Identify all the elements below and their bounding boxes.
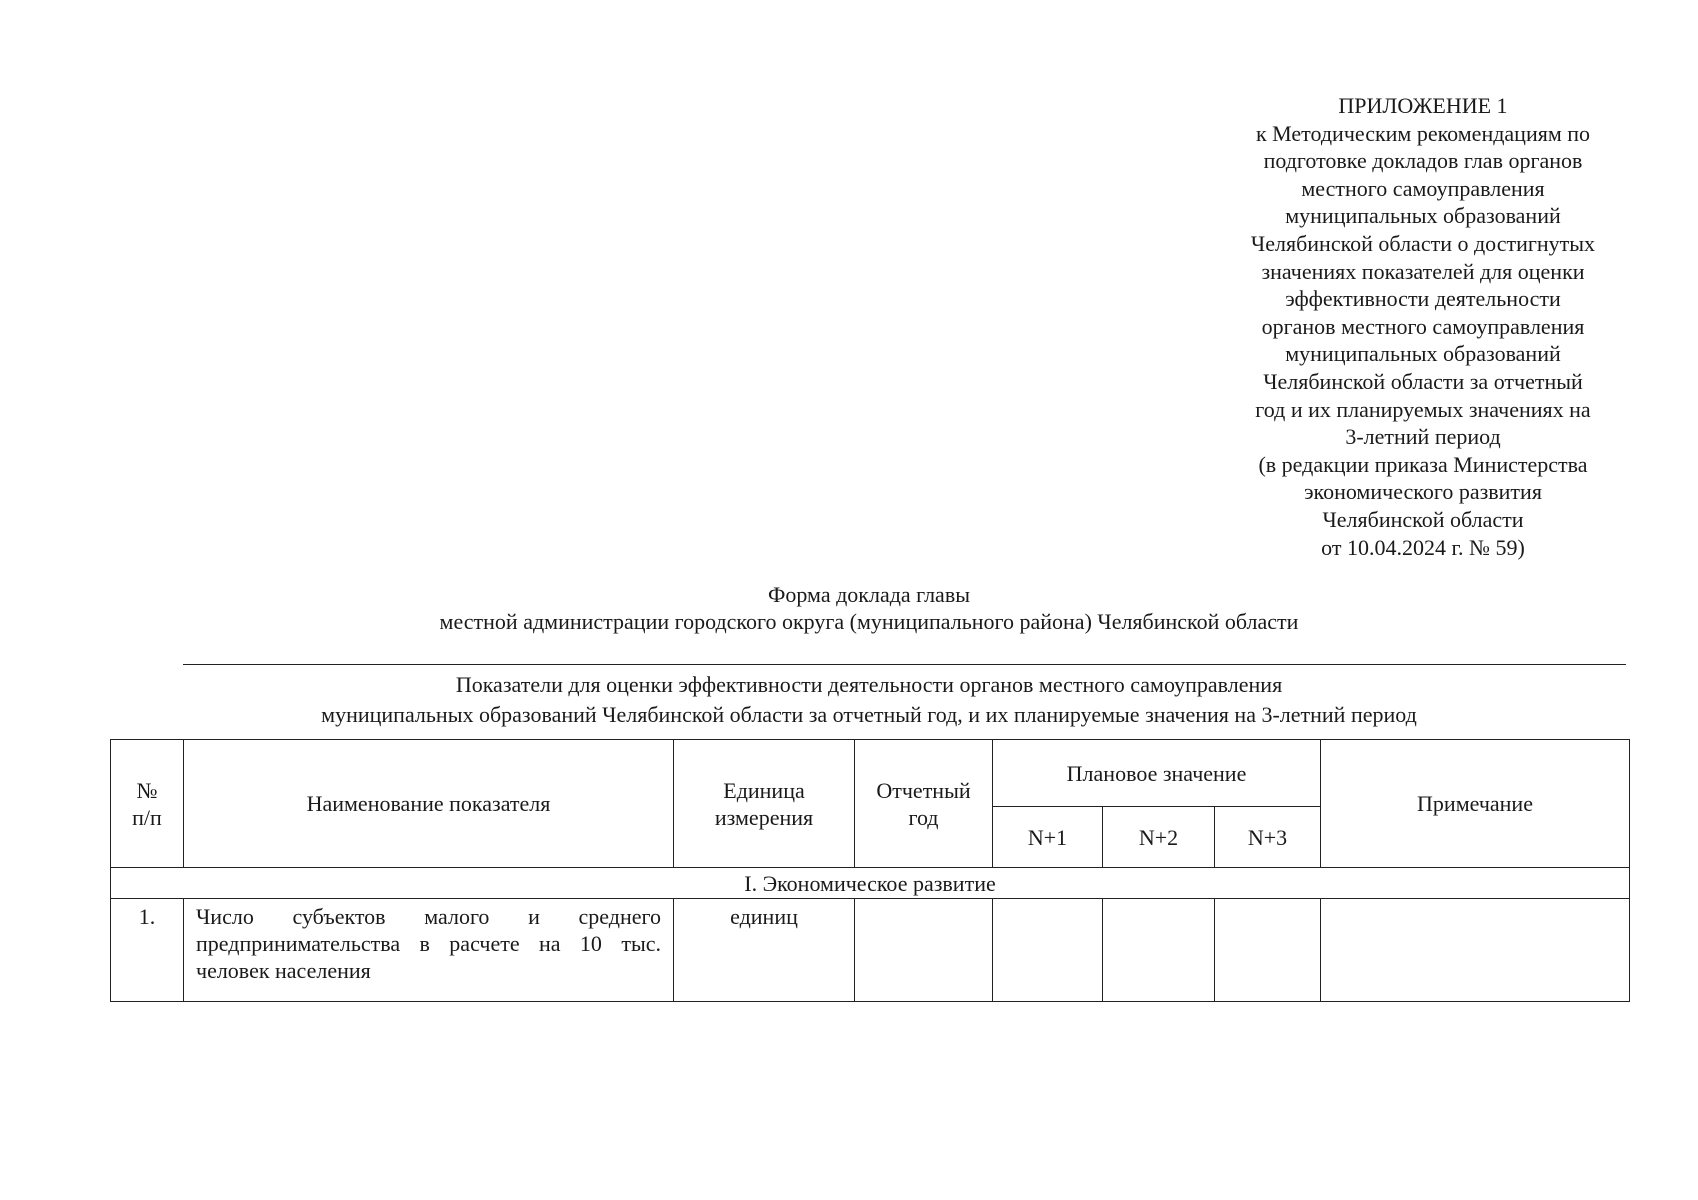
- cell-num: 1.: [111, 899, 184, 1002]
- appendix-line: 3-летний период: [1345, 424, 1501, 450]
- appendix-line: местного самоуправления: [1301, 175, 1545, 201]
- appendix-line: год и их планируемых значениях на: [1255, 396, 1591, 422]
- indicators-title-line-1: Показатели для оценки эффективности деятельности органов местного самоуправления: [455, 672, 1283, 697]
- appendix-line: к Методическим рекомендациям по: [1255, 120, 1591, 146]
- appendix-line: от 10.04.2024 г. № 59): [1321, 534, 1525, 560]
- appendix-line: муниципальных образований: [1285, 341, 1561, 367]
- appendix-line: муниципальных образований: [1285, 203, 1561, 229]
- form-title: [0, 581, 1698, 635]
- indicators-title: [0, 670, 1698, 730]
- table-row: [111, 899, 1630, 1002]
- header-year-label: Отчетный год: [876, 777, 971, 830]
- cell-year: [855, 899, 993, 1002]
- appendix-line: (в редакции приказа Министерства: [1258, 451, 1588, 477]
- form-title-line-2: местной администрации городского округа (муниципального района) Челябинской области: [439, 609, 1299, 634]
- form-title-line-1: Форма доклада главы: [768, 582, 970, 607]
- cell-name: Число субъектов малого и среднего предпринимательства в расчете на 10 тыс. человек населения: [184, 899, 674, 1002]
- header-unit-label: Единица измерения: [714, 777, 814, 830]
- table-header-row: [111, 740, 1630, 807]
- section-row: [111, 868, 1630, 899]
- appendix-header: [1208, 92, 1638, 561]
- header-n1: N+1: [993, 807, 1103, 868]
- cell-n1: [993, 899, 1103, 1002]
- cell-unit: единиц: [674, 899, 855, 1002]
- appendix-line: Челябинской области: [1322, 506, 1524, 532]
- appendix-line: ПРИЛОЖЕНИЕ 1: [1338, 93, 1508, 118]
- cell-n2: [1103, 899, 1215, 1002]
- indicators-title-line-2: муниципальных образований Челябинской области за отчетный год, и их планируемые значения на 3-летний период: [321, 702, 1417, 727]
- header-n2: N+2: [1103, 807, 1215, 868]
- header-year: [855, 740, 993, 868]
- header-unit: [674, 740, 855, 868]
- horizontal-rule: [183, 664, 1626, 665]
- appendix-line: подготовке докладов глав органов: [1263, 148, 1583, 174]
- cell-n3: [1215, 899, 1321, 1002]
- appendix-line: органов местного самоуправления: [1261, 313, 1585, 339]
- header-note: Примечание: [1321, 740, 1630, 868]
- header-n3: N+3: [1215, 807, 1321, 868]
- appendix-line: эффективности деятельности: [1285, 286, 1561, 312]
- header-plan: Плановое значение: [993, 740, 1321, 807]
- header-num-label: № п/п: [132, 777, 162, 830]
- appendix-line: Челябинской области о достигнутых: [1250, 230, 1596, 256]
- header-num: [111, 740, 184, 868]
- section-title: I. Экономическое развитие: [111, 868, 1630, 899]
- appendix-line: экономического развития: [1304, 479, 1542, 505]
- header-name: Наименование показателя: [184, 740, 674, 868]
- appendix-line: значениях показателей для оценки: [1261, 258, 1585, 284]
- cell-note: [1321, 899, 1630, 1002]
- indicators-table: [110, 739, 1630, 1002]
- appendix-line: Челябинской области за отчетный: [1263, 368, 1583, 394]
